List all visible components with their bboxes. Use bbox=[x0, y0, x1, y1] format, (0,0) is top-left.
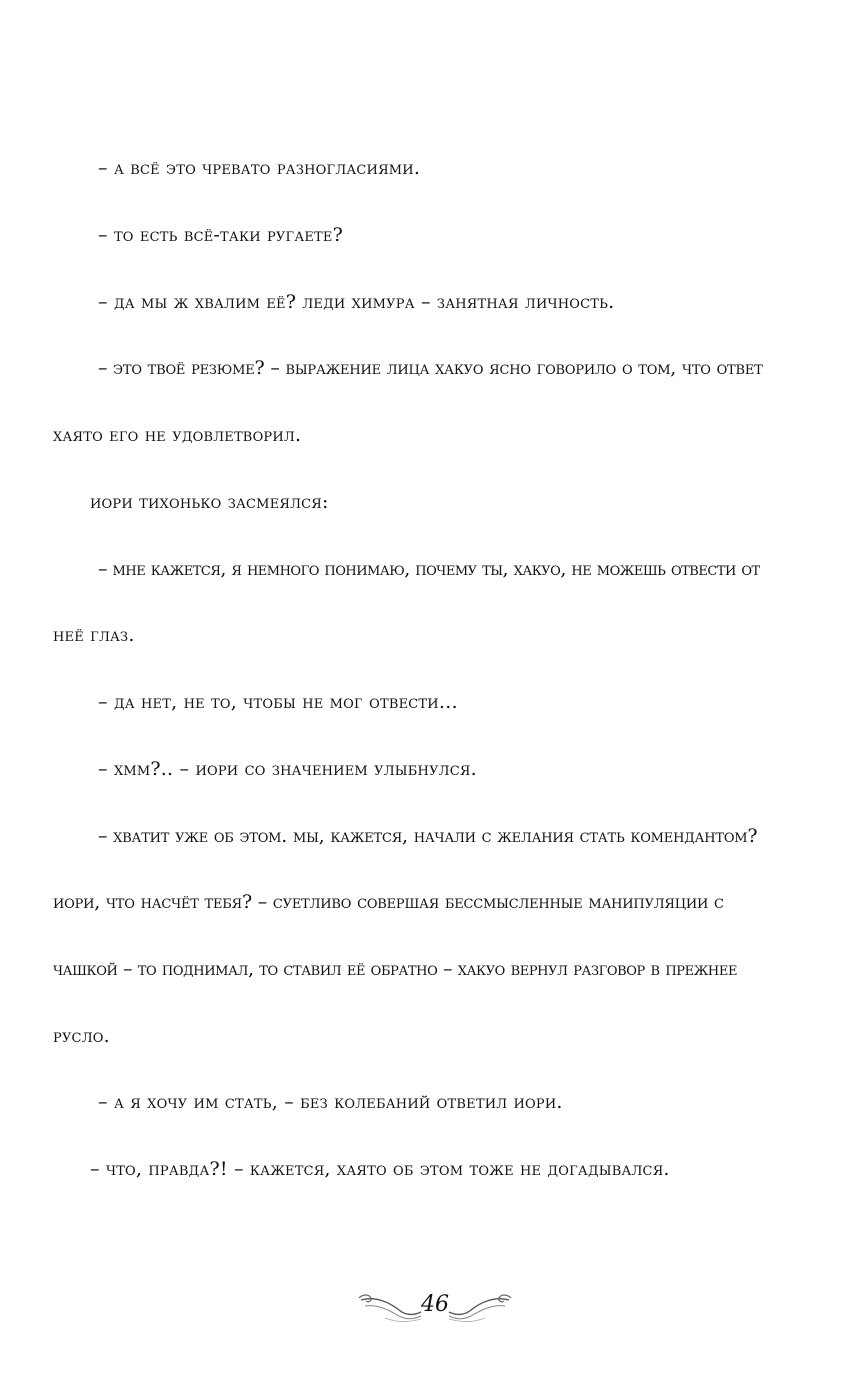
text-line-12: иори, что насчёт тебя? – суетливо совершая бессмысленные манипуляции с bbox=[53, 891, 724, 913]
text-line-16: – что, правда?! – кажется, хаято об этом тоже не догадывался. bbox=[90, 1158, 670, 1180]
text-line-13: чашкой – то поднимал, то ставил её обратно – хакуо вернул разговор в прежнее bbox=[53, 958, 738, 980]
text-line-14: русло. bbox=[53, 1025, 110, 1047]
text-line-5: хаято его не удовлетворил. bbox=[53, 424, 302, 446]
text-line-1: – а всё это чревато разногласиями. bbox=[98, 157, 421, 179]
page-number: 46 bbox=[421, 1292, 449, 1317]
text-line-7: – мне кажется, я немного понимаю, почему ты, хакуо, не можешь отвести от bbox=[98, 558, 760, 580]
text-line-15: – а я хочу им стать, – без колебаний ответил иори. bbox=[98, 1091, 563, 1113]
text-line-2: – то есть всё-таки ругаете? bbox=[98, 224, 344, 246]
text-line-9: – да нет, не то, чтобы не мог отвести… bbox=[98, 691, 459, 713]
page-folio bbox=[355, 1288, 515, 1328]
text-line-11: – хватит уже об этом. мы, кажется, начали с желания стать комендантом? bbox=[98, 825, 758, 847]
text-line-10: – хмм?.. – иори со значением улыбнулся. bbox=[98, 758, 477, 780]
text-line-3: – да мы ж хвалим её? леди химура – занятная личность. bbox=[98, 291, 615, 313]
text-line-4: – это твоё резюме? – выражение лица хакуо ясно говорило о том, что ответ bbox=[98, 357, 763, 379]
text-line-6: иори тихонько засмеялся: bbox=[90, 491, 329, 513]
text-line-8: неё глаз. bbox=[53, 624, 135, 646]
